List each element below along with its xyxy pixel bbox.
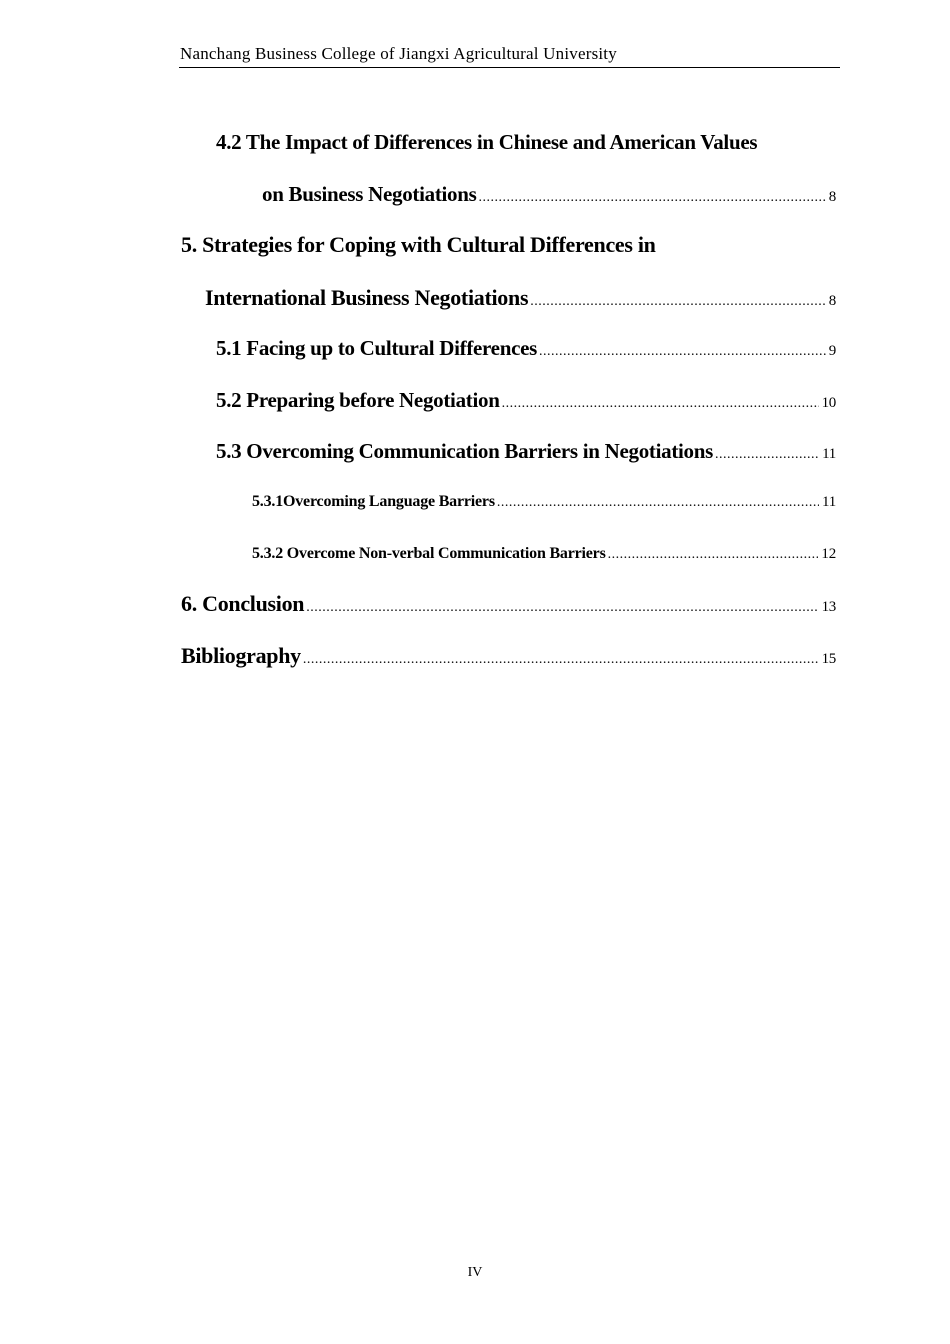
dot-leader	[303, 652, 819, 668]
toc-entry-4-2[interactable]	[262, 182, 836, 207]
toc-page-number: 11	[821, 494, 836, 510]
dot-leader	[502, 396, 819, 412]
dot-leader	[608, 547, 819, 563]
toc-entry-5-3-2[interactable]	[252, 545, 836, 563]
toc-entry-title: 5.3.2 Overcome Non-verbal Communication Barriers	[252, 545, 606, 562]
toc-entry-title: 5.3.1Overcoming Language Barriers	[252, 493, 495, 510]
dot-leader	[497, 495, 819, 511]
toc-entry-title: 5.1 Facing up to Cultural Differences	[216, 336, 537, 360]
toc-entry-title: 5.3 Overcoming Communication Barriers in Negotiations	[216, 439, 714, 463]
toc-entry-5-1[interactable]	[216, 336, 836, 361]
toc-entry-title: on Business Negotiations	[262, 182, 477, 206]
dot-leader	[715, 447, 819, 463]
toc-entry-5-2[interactable]	[216, 388, 836, 413]
dot-leader	[306, 600, 818, 616]
toc-entry-5[interactable]	[205, 285, 836, 311]
toc-entry-bibliography[interactable]	[181, 643, 836, 669]
toc-entry-title: 5. Strategies for Coping with Cultural Differences in	[181, 232, 656, 257]
toc-entry-title: Bibliography	[181, 643, 301, 668]
toc-page-number: 13	[821, 599, 836, 615]
toc-entry-title: 5.2 Preparing before Negotiation	[216, 388, 500, 412]
toc-entry-5-3[interactable]	[216, 439, 836, 464]
toc-page-number: 15	[821, 651, 836, 667]
running-header: Nanchang Business College of Jiangxi Agricultural University	[180, 44, 617, 63]
toc-page-number: 12	[821, 546, 836, 562]
toc-entry-5-3-1[interactable]	[252, 493, 836, 511]
toc-entry-title: International Business Negotiations	[205, 285, 529, 310]
toc-page-number: 8	[828, 189, 836, 205]
page-number-footer: IV	[467, 1265, 483, 1280]
dot-leader	[479, 190, 826, 206]
dot-leader	[530, 294, 826, 310]
toc-page-number: 9	[828, 343, 836, 359]
toc-page-number: 11	[822, 446, 836, 462]
toc-page-number: 8	[828, 293, 836, 309]
toc-entry-6[interactable]	[181, 591, 836, 617]
toc-entry-4-2-line1	[216, 130, 836, 155]
dot-leader	[539, 344, 826, 360]
toc-entry-5-line1	[181, 232, 836, 258]
toc-page-number: 10	[821, 395, 836, 411]
toc-entry-title: 4.2 The Impact of Differences in Chinese and American Values	[216, 130, 758, 154]
toc-entry-title: 6. Conclusion	[181, 591, 305, 616]
